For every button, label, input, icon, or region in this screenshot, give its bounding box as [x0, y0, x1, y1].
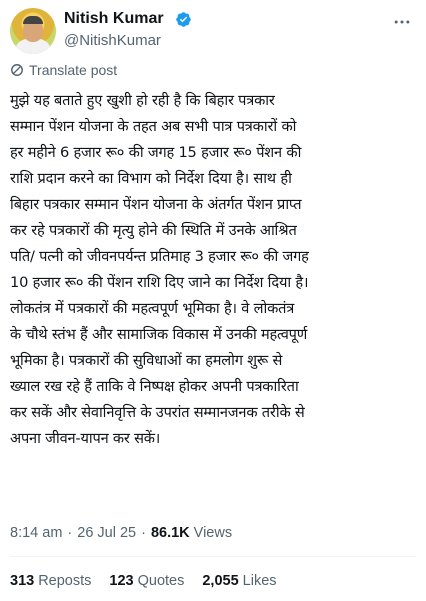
divider	[10, 556, 416, 557]
tweet-text-line: पति/ पत्नी को जीवनपर्यन्त प्रतिमाह 3 हजार रू० की जगह	[10, 248, 309, 265]
post-time[interactable]: 8:14 am	[10, 525, 63, 541]
tweet-text	[10, 88, 418, 452]
tweet-text-line: ख्याल रख रहे हैं ताकि वे निष्पक्ष होकर अपनी पत्रकारिता	[10, 378, 299, 395]
quotes-count: 123	[109, 573, 134, 589]
views-label: Views	[193, 525, 233, 541]
meta-separator: ·	[141, 525, 146, 541]
tweet-text-line: लोकतंत्र में पत्रकारों की महत्वपूर्ण भूमिका है। वे लोकतंत्र	[10, 300, 295, 317]
meta-separator: ·	[67, 525, 73, 541]
quotes-label: Quotes	[137, 573, 185, 589]
quotes-stat[interactable]	[109, 573, 184, 589]
tweet-text-line: कर रहे पत्रकारों की मृत्यु होने की स्थिति में उनके आश्रित	[10, 222, 297, 239]
tweet-text-line: मुझे यह बताते हुए खुशी हो रही है कि बिहार पत्रकार	[10, 92, 275, 109]
translate-post-link[interactable]	[10, 61, 117, 79]
tweet-text-line: भूमिका है। पत्रकारों की सुविधाओं का हमलोग शुरू से	[10, 352, 283, 369]
tweet-text-line: हर महीने 6 हजार रू० की जगह 15 हजार रू० पेंशन की	[10, 144, 302, 161]
tweet-text-line: राशि प्रदान करने का विभाग को निर्देश दिया है। साथ ही	[10, 170, 292, 187]
tweet-text-line: अपना जीवन-यापन कर सकें।	[10, 430, 161, 447]
views-count: 86.1K	[150, 525, 190, 541]
post-date[interactable]: 26 Jul 25	[77, 525, 137, 541]
likes-count: 2,055	[202, 573, 239, 589]
author-handle[interactable]: @NitishKumar	[64, 32, 161, 49]
likes-label: Likes	[242, 573, 277, 589]
translate-icon	[10, 63, 24, 77]
tweet-header	[10, 8, 416, 60]
avatar-hair	[23, 16, 43, 24]
likes-stat[interactable]	[202, 573, 276, 589]
verified-badge-icon	[175, 11, 192, 28]
reposts-label: Reposts	[38, 573, 92, 589]
engagement-stats	[10, 570, 295, 592]
more-options-icon[interactable]	[392, 12, 412, 32]
avatar[interactable]	[10, 8, 56, 54]
tweet-text-line: कर सकें और सेवानिवृत्ति के उपरांत सम्मानजनक तरीके से	[10, 404, 305, 421]
author-display-name[interactable]: Nitish Kumar	[64, 10, 164, 27]
reposts-count: 313	[10, 573, 35, 589]
tweet-text-line: के चौथे स्तंभ हैं और सामाजिक विकास में उनकी महत्वपूर्ण	[10, 326, 308, 343]
tweet-text-line: बिहार पत्रकार सम्मान पेंशन योजना के अंतर्गत पेंशन प्राप्त	[10, 196, 302, 213]
reposts-stat[interactable]	[10, 573, 91, 589]
tweet-meta	[10, 523, 232, 543]
tweet-text-line: 10 हजार रू० की पेंशन राशि दिए जाने का निर्देश दिया है।	[10, 274, 309, 291]
tweet-text-line: सम्मान पेंशन योजना के तहत अब सभी पात्र पत्रकारों को	[10, 118, 297, 135]
translate-post-label: Translate post	[29, 62, 118, 78]
